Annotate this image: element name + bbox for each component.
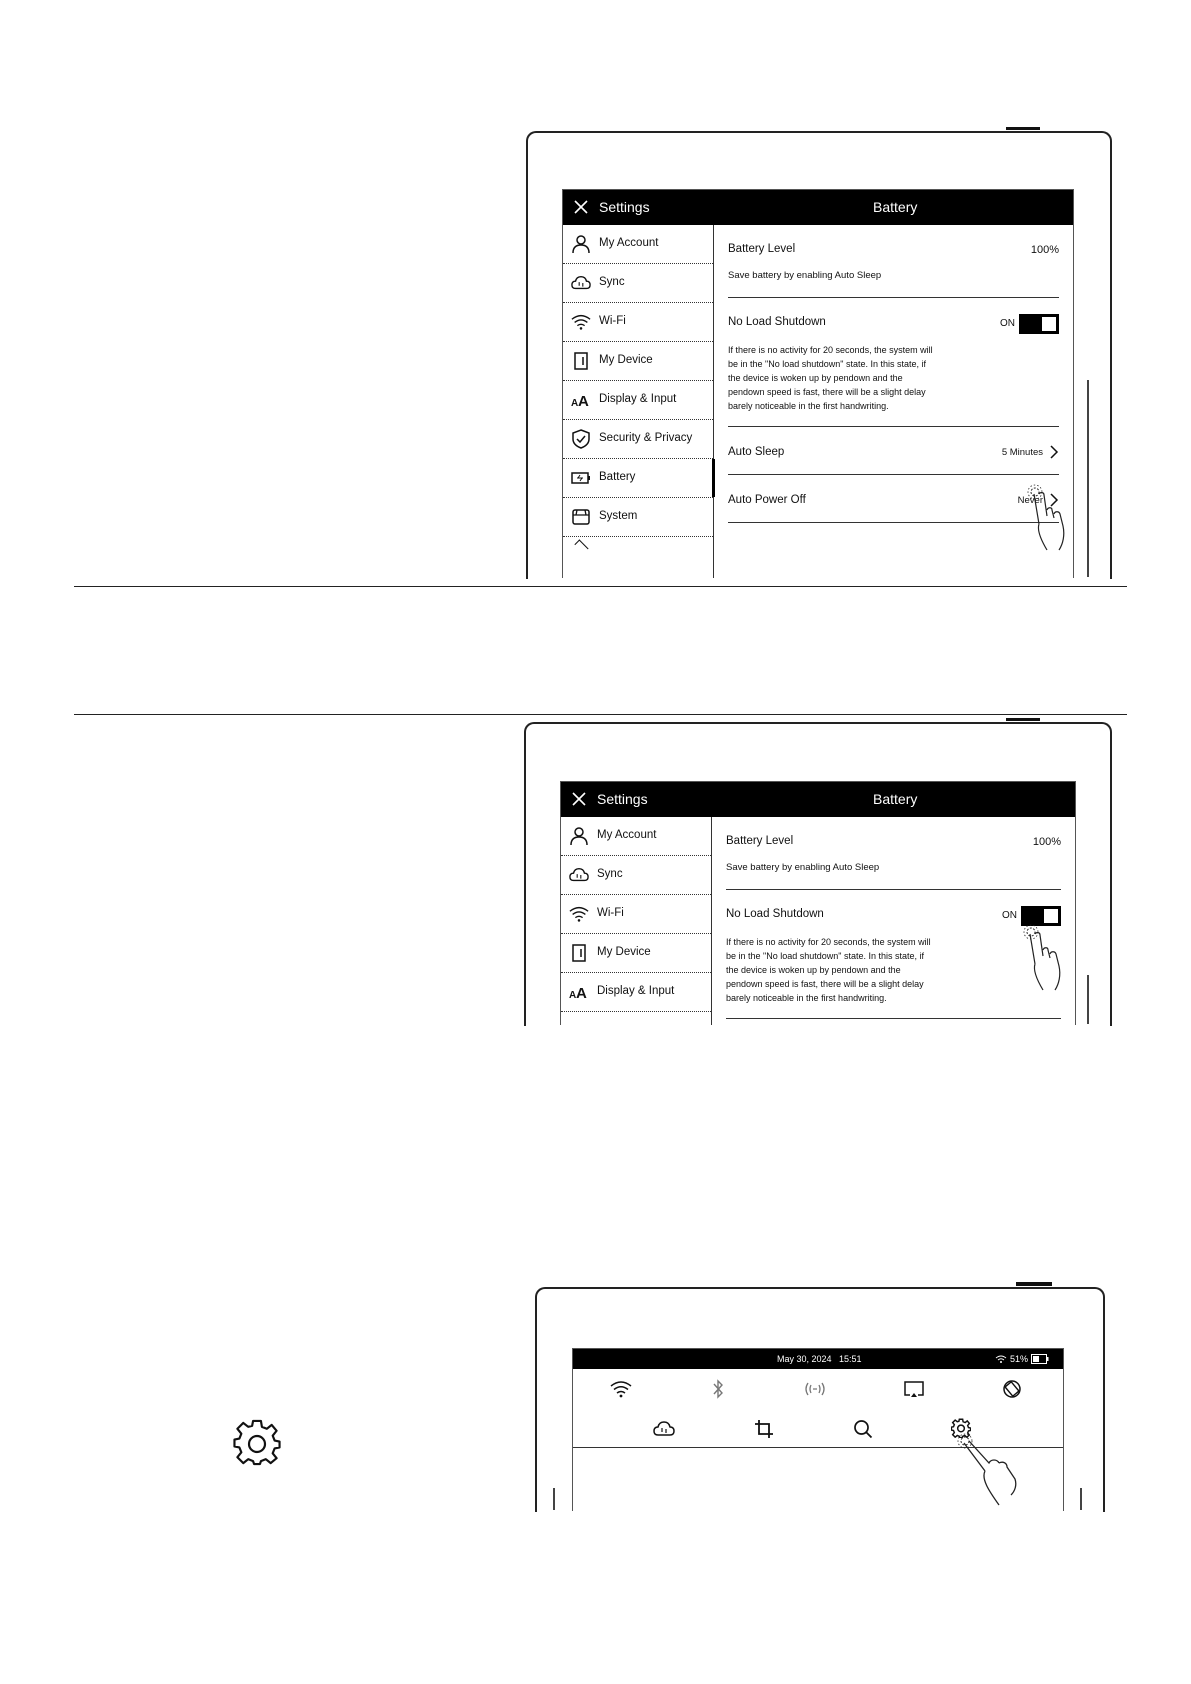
separator [728,522,1059,523]
sidebar-item-label: My Device [597,946,651,958]
gear-icon [233,1419,281,1467]
battery-content [714,225,1073,578]
tap-hand-icon [1025,480,1073,560]
svg-text:A: A [576,985,587,1002]
page-title: Battery [873,791,918,807]
power-button-2 [1006,718,1040,721]
crop-icon[interactable] [754,1419,774,1439]
frame-scroll-line-1 [1087,380,1089,577]
close-icon[interactable] [573,199,589,215]
person-icon [571,234,591,254]
sidebar-item-display-input[interactable] [561,973,711,1012]
status-battery-percent: 51% [1010,1354,1029,1364]
cloud-sync-icon [571,273,591,293]
no-load-state: ON [1000,318,1015,329]
battery-hint: Save battery by enabling Auto Sleep [728,270,882,281]
sidebar-item-label: Wi-Fi [599,315,626,327]
font-size-icon [571,390,591,410]
settings-header [563,190,1073,225]
sidebar-item-sync[interactable] [561,856,711,895]
person-icon [569,826,589,846]
section-divider-top [74,586,1127,587]
battery-level-label: Battery Level [726,835,794,847]
battery-level-value: 100% [1032,836,1061,848]
sidebar-item-label: Sync [599,276,625,288]
device-icon [571,351,591,371]
cloud-sync-icon[interactable] [653,1420,675,1438]
chevron-right-icon[interactable] [1049,445,1059,459]
settings-header [561,782,1075,817]
separator [726,1018,1061,1019]
section-divider-bottom [74,714,1127,715]
sidebar-item-label: Sync [597,868,623,880]
sidebar-item-partial [574,539,588,553]
close-icon[interactable] [571,791,587,807]
sidebar-item-my-device[interactable] [563,342,713,381]
no-load-description: If there is no activity for 20 seconds, the system will be in the "No load shutdown" state. In this state, if the device is woken up by pendown and the pendown speed is fast, there will be a slight delay barely noticeable in the first handwriting. [728,345,933,411]
cloud-sync-icon [569,865,589,885]
tap-hand-icon [1021,920,1069,1000]
svg-text:A: A [571,398,579,409]
frame-scroll-line-3a [553,1488,555,1510]
screen-cast-icon[interactable] [903,1380,925,1398]
shield-icon [571,429,591,449]
page-title: Battery [873,199,918,215]
wifi-icon [995,1354,1007,1364]
quick-settings-screen [572,1348,1064,1511]
sidebar-item-my-account[interactable] [561,817,711,856]
tap-hand-icon [955,1429,1025,1511]
sidebar-item-label: Display & Input [599,393,677,405]
sidebar-item-label: System [599,510,638,522]
bluetooth-icon[interactable] [711,1379,725,1399]
sidebar-item-sync[interactable] [563,264,713,303]
status-datetime: May 30, 2024 15:51 [777,1354,862,1364]
sidebar-item-label: My Account [599,237,659,249]
settings-screen-2 [560,781,1076,1025]
cast-signal-icon[interactable] [803,1380,827,1398]
settings-sidebar [561,817,712,1025]
rotation-lock-icon[interactable] [1001,1378,1023,1400]
no-load-shutdown-label: No Load Shutdown [726,908,824,920]
sidebar-item-label: Battery [599,471,636,483]
auto-power-off-value[interactable]: Never [1017,495,1043,506]
sidebar-item-battery[interactable] [563,459,713,498]
separator [728,474,1059,475]
svg-text:A: A [569,990,577,1001]
device-icon [569,943,589,963]
no-load-shutdown-label: No Load Shutdown [728,316,826,328]
sidebar-item-display-input[interactable] [563,381,713,420]
separator [728,426,1059,427]
sidebar-item-label: My Account [597,829,657,841]
settings-screen-1 [562,189,1074,578]
sidebar-item-label: Display & Input [597,985,675,997]
separator [726,889,1061,890]
no-load-state: ON [1002,910,1017,921]
status-bar [573,1349,1063,1369]
wifi-icon [569,904,589,924]
wifi-icon [571,312,591,332]
settings-title: Settings [597,791,648,807]
battery-hint: Save battery by enabling Auto Sleep [726,862,880,873]
font-size-icon [569,982,589,1002]
no-load-description: If there is no activity for 20 seconds, the system will be in the "No load shutdown" state. In this state, if the device is woken up by pendown and the pendown speed is fast, there will be a slight delay barely noticeable in the first handwriting. [726,937,931,1003]
sidebar-item-label: My Device [599,354,653,366]
svg-text:A: A [578,393,589,410]
battery-level-label: Battery Level [728,243,796,255]
sidebar-item-label: Security & Privacy [599,432,693,444]
sidebar-item-my-account[interactable] [563,225,713,264]
frame-scroll-line-3b [1080,1488,1082,1510]
power-button-1 [1006,127,1040,130]
no-load-toggle[interactable] [1019,314,1059,334]
power-button-3 [1016,1282,1052,1286]
battery-icon [571,468,591,488]
auto-power-off-label[interactable]: Auto Power Off [728,494,806,506]
settings-sidebar [563,225,714,578]
sidebar-item-wi-fi[interactable] [561,895,711,934]
system-icon [571,507,591,527]
search-icon[interactable] [853,1419,873,1439]
battery-icon [1031,1354,1049,1364]
wifi-icon[interactable] [610,1380,632,1398]
settings-title: Settings [599,199,650,215]
sidebar-item-wi-fi[interactable] [563,303,713,342]
sidebar-item-security-privacy[interactable] [563,420,713,459]
sidebar-item-label: Wi-Fi [597,907,624,919]
auto-sleep-label[interactable]: Auto Sleep [728,446,785,458]
sidebar-item-my-device[interactable] [561,934,711,973]
sidebar-item-system[interactable] [563,498,713,537]
battery-level-value: 100% [1030,244,1059,256]
frame-scroll-line-2 [1087,975,1089,1024]
separator [728,297,1059,298]
auto-sleep-value[interactable]: 5 Minutes [1001,447,1043,458]
